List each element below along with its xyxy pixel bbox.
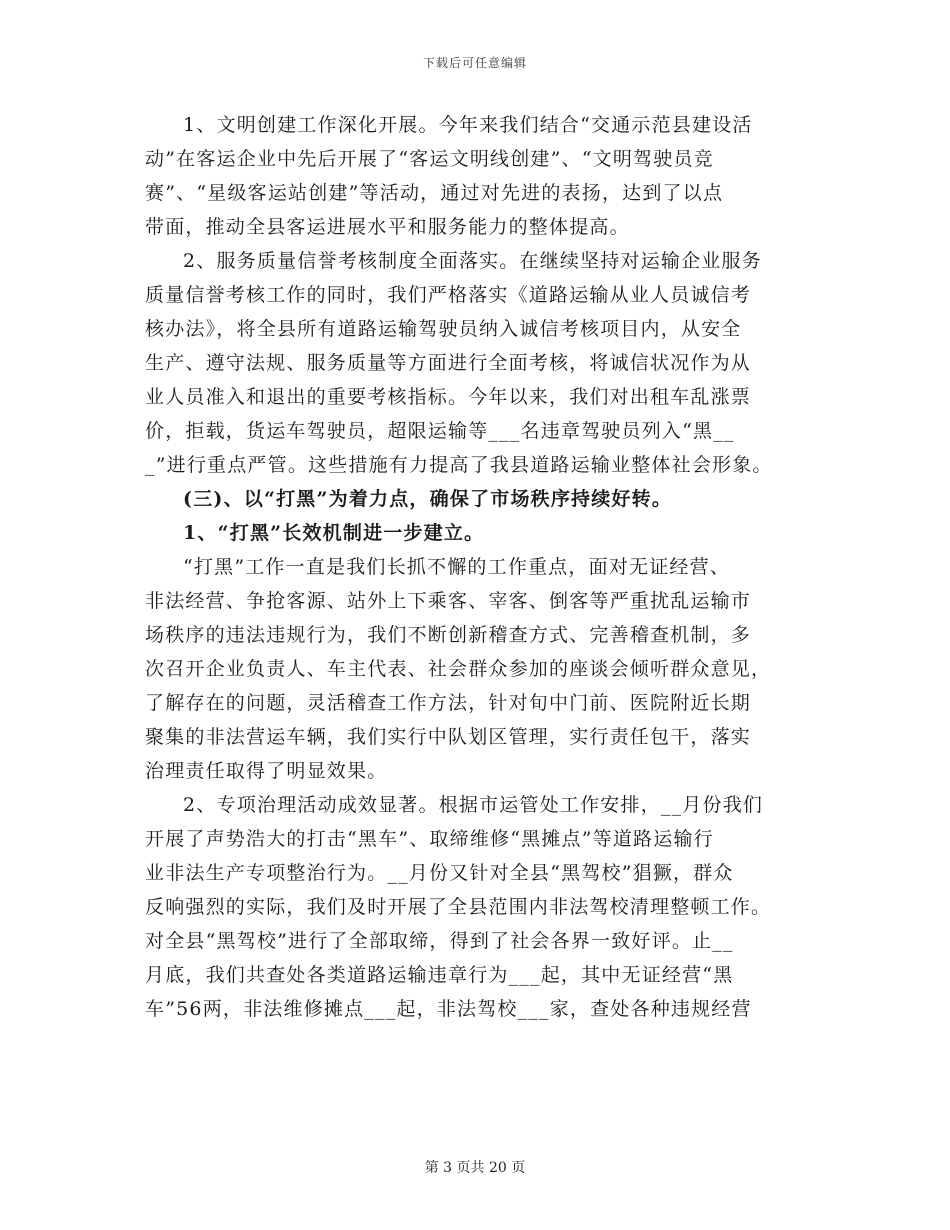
text-line: 场秩序的违法违规行为，我们不断创新稽查方式、完善稽查机制，多: [145, 624, 752, 646]
text-line: 2、专项治理活动成效显著。根据市运管处工作安排，__月份我们: [183, 794, 764, 816]
text-line: 生产、遵守法规、服务质量等方面进行全面考核，将诚信状况作为从: [145, 352, 752, 374]
text-line: 对全县“黑驾校”进行了全部取缔，得到了社会各界一致好评。止__: [145, 930, 734, 952]
text-line: 1、文明创建工作深化开展。今年来我们结合“交通示范县建设活: [183, 114, 753, 136]
text-line: 治理责任取得了明显效果。: [145, 760, 388, 782]
text-line: 质量信誉考核工作的同时，我们严格落实《道路运输从业人员诚信考: [145, 284, 752, 306]
section-heading-line: 1、“打黑”长效机制进一步建立。: [183, 522, 485, 544]
text-line: 车”56两，非法维修摊点___起，非法驾校___家，查处各种违规经营: [145, 998, 752, 1020]
page-header: 下载后可任意编辑: [422, 56, 527, 70]
text-line: 动”在客运企业中先后开展了“客运文明线创建”、“文明驾驶员竞: [145, 148, 714, 170]
text-line: 业非法生产专项整治行为。__月份又针对全县“黑驾校”猖獗，群众: [145, 862, 734, 884]
text-line: 月底，我们共查处各类道路运输违章行为___起，其中无证经营“黑: [145, 964, 734, 986]
text-line: 2、服务质量信誉考核制度全面落实。在继续坚持对运输企业服务: [183, 250, 762, 272]
page-number: 第 3 页共 20 页: [424, 1160, 526, 1176]
text-line: 核办法》，将全县所有道路运输驾驶员纳入诚信考核项目内，从安全: [145, 318, 742, 340]
document-body: [145, 108, 807, 1026]
text-line: 聚集的非法营运车辆，我们实行中队划区管理，实行责任包干，落实: [145, 726, 752, 748]
text-line: 了解存在的问题，灵活稽查工作方法，针对旬中门前、医院附近长期: [145, 692, 752, 714]
text-line: 反响强烈的实际，我们及时开展了全县范围内非法驾校清理整顿工作。: [145, 896, 772, 918]
text-line: “打黑”工作一直是我们长抓不懈的工作重点，面对无证经营、: [183, 556, 731, 578]
text-line: 带面，推动全县客运进展水平和服务能力的整体提高。: [145, 216, 630, 238]
text-line: 业人员准入和退出的重要考核指标。今年以来，我们对出租车乱涨票: [145, 386, 752, 408]
text-line: 赛”、“星级客运站创建”等活动，通过对先进的表扬，达到了以点: [145, 182, 724, 204]
text-line: _”进行重点严管。这些措施有力提高了我县道路运输业整体社会形象。: [145, 454, 773, 476]
text-line: 开展了声势浩大的打击“黑车”、取缔维修“黑摊点”等道路运输行: [145, 828, 714, 850]
text-line: 价，拒载，货运车驾驶员，超限运输等___名违章驾驶员列入“黑__: [145, 420, 735, 442]
text-line: 非法经营、争抢客源、站外上下乘客、宰客、倒客等严重扰乱运输市: [145, 590, 752, 612]
section-heading-line: (三)、以“打黑”为着力点，确保了市场秩序持续好转。: [183, 488, 673, 510]
text-line: 次召开企业负责人、车主代表、社会群众参加的座谈会倾听群众意见，: [145, 658, 772, 680]
